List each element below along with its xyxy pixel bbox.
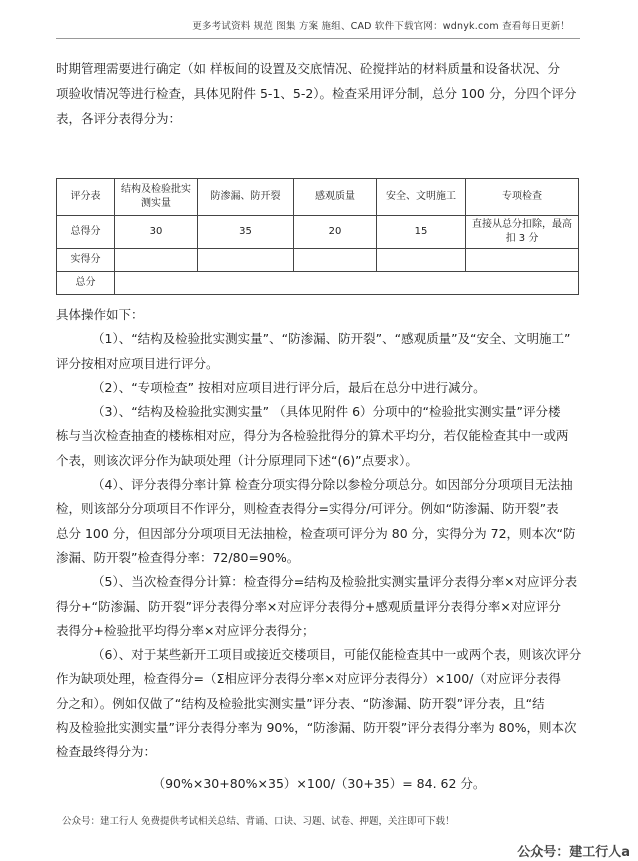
text-line: 表，各评分表得分为：	[56, 111, 182, 126]
table-cell: 30	[115, 216, 198, 249]
table-cell-empty	[377, 249, 466, 272]
text-line: 具体操作如下：	[56, 307, 144, 322]
row-label: 总得分	[57, 216, 115, 249]
text-line: 得分+“防渗漏、防开裂”评分表得分率×对应评分表得分+感观质量评分表得分率×对应评分	[56, 598, 561, 614]
table-cell-empty	[294, 249, 377, 272]
table-cell: 直接从总分扣除，最高扣 3 分	[466, 216, 579, 249]
table-cell: 20	[294, 216, 377, 249]
text-line: （5）、当次检查得分计算：检查得分=结构及检验批实测实量评分表得分率×对应评分表	[92, 574, 578, 590]
table-header-cell: 结构及检验批实测实量	[115, 179, 198, 216]
text-line: 作为缺项处理，检查得分=（Σ相应评分表得分率×对应评分表得分）×100/（对应评分表得	[56, 671, 561, 687]
text-line: 构及检验批实测实量”评分表得分率为 90%，“防渗漏、防开裂”评分表得分率为 80%，则本次	[56, 720, 577, 736]
table-header-cell: 专项检查	[466, 179, 579, 216]
table-cell-empty	[198, 249, 294, 272]
score-table	[56, 178, 579, 295]
text-line: 时期管理需要进行确定（如 样板间的设置及交底情况、砼搅拌站的材料质量和设备状况、分	[56, 61, 560, 76]
intro-paragraph	[56, 56, 582, 131]
watermark: 公众号：建工行人a	[517, 845, 630, 860]
text-line: 栋与当次检查抽查的楼栋相对应，得分为各检验批得分的算术平均分，若仅能检查其中一或两	[56, 428, 569, 444]
text-line: （1）、“结构及检验批实测实量”、“防渗漏、防开裂”、“感观质量”及“安全、文明施工”	[92, 331, 571, 347]
table-header-cell: 感观质量	[294, 179, 377, 216]
text-line: 分之和）。例如仅做了“结构及检验批实测实量”评分表、“防渗漏、防开裂”评分表，且“结	[56, 695, 545, 711]
text-line: （2）、“专项检查” 按相对应项目进行评分后，最后在总分中进行减分。	[92, 379, 486, 395]
table-row-total-score	[57, 216, 579, 249]
table-row-sum	[57, 272, 579, 295]
text-line: 检，则该部分分项项目不作评分，则检查表得分=实得分/可评分。例如“防渗漏、防开裂”表	[56, 501, 559, 517]
table-cell-empty	[115, 249, 198, 272]
body-paragraphs	[56, 303, 582, 796]
table-cell: 35	[198, 216, 294, 249]
text-line: （6）、对于某些新开工项目或接近交楼项目，可能仅能检查其中一或两个表，则该次评分	[92, 647, 582, 663]
text-line: 项验收情况等进行检查，具体见附件 5-1、5-2）。检查采用评分制，总分 100 分，分四个评分	[56, 86, 577, 101]
table-header-row	[57, 179, 579, 216]
row-label: 总分	[57, 272, 115, 295]
header-divider	[56, 38, 580, 39]
text-line: （3）、“结构及检验批实测实量” （具体见附件 6）分项中的“检验批实测实量”评分楼	[92, 404, 561, 420]
text-line: 总分 100 分，但因部分分项项目无法抽检，检查项可评分为 80 分，实得分为 72，则本次“防	[56, 525, 576, 541]
table-cell: 15	[377, 216, 466, 249]
text-line: 个表，则该次评分作为缺项处理（计分原理同下述“(6)”点要求）。	[56, 452, 418, 468]
table-cell-empty	[115, 272, 579, 295]
row-label: 实得分	[57, 249, 115, 272]
text-line: 检查最终得分为：	[56, 744, 157, 760]
text-line: 表得分+检验批平均得分率×对应评分表得分；	[56, 622, 315, 638]
table-header-cell: 评分表	[57, 179, 115, 216]
table-row-actual-score	[57, 249, 579, 272]
table-cell-empty	[466, 249, 579, 272]
page-footer: 公众号：建工行人 免费提供考试相关总结、背诵、口诀、习题、试卷、押题，关注即可下载！	[62, 816, 455, 827]
score-formula: （90%×30+80%×35）×100/（30+35）= 84. 62 分。	[152, 775, 486, 791]
page-header: 更多考试资料 规范 图集 方案 施组、CAD 软件下载官网：wdnyk.com 查看每日更新！	[192, 21, 570, 32]
text-line: 评分按相对应项目进行评分。	[56, 355, 219, 371]
text-line: （4）、评分表得分率计算 检查分项实得分除以参检分项总分。如因部分分项项目无法抽	[92, 477, 573, 493]
text-line: 渗漏、防开裂”检查得分率：72/80=90%。	[56, 549, 300, 565]
table-header-cell: 安全、文明施工	[377, 179, 466, 216]
table-header-cell: 防渗漏、防开裂	[198, 179, 294, 216]
